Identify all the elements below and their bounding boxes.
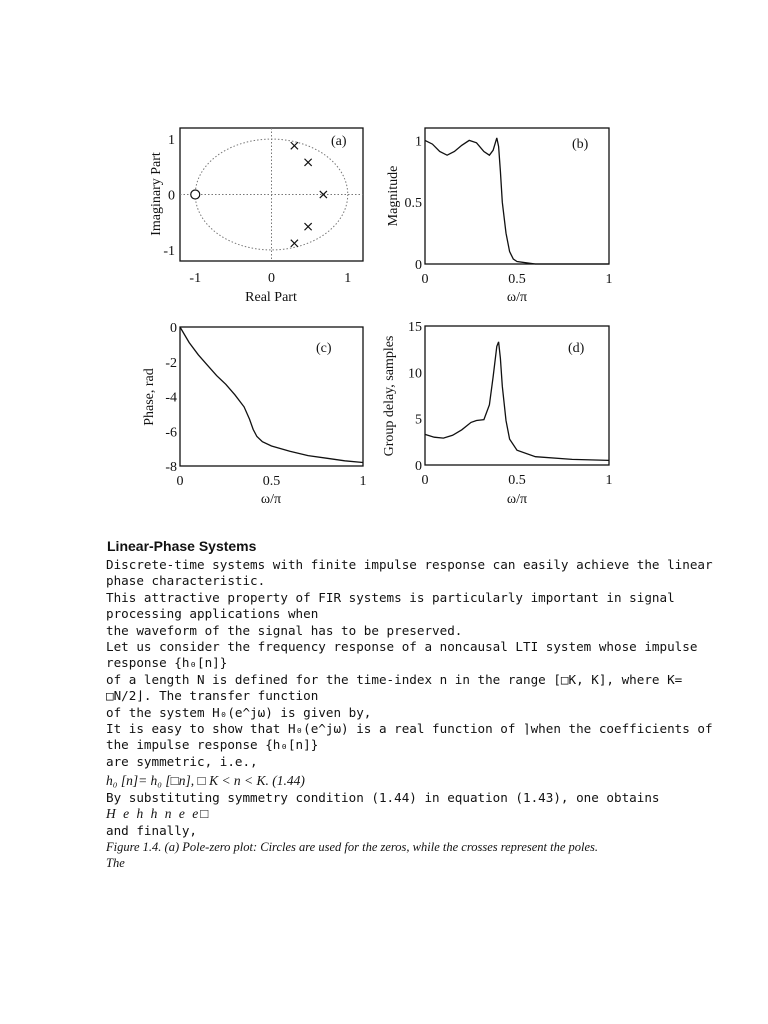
text-line: response {h₀[n]} [106,655,228,671]
y-tick-label: 1 [168,133,175,149]
panel-a-label: (a) [331,134,347,149]
body-text [106,557,713,871]
panel-a-y-axis-label: Imaginary Part [149,152,164,236]
text-line: are symmetric, i.e., [106,753,258,769]
panel-c-label: (c) [316,341,332,356]
zero-marker [191,190,200,199]
panel-b-x-axis-label: ω/π [506,290,528,305]
y-tick-label: 0 [415,459,422,474]
x-tick-label: 1 [605,473,613,488]
section-heading: Linear-Phase Systems [107,538,257,554]
panel-c-phase-plot [142,327,363,507]
x-tick-label: 1 [359,474,367,489]
y-tick-label: 1 [415,134,422,150]
y-tick-label: 15 [408,320,422,335]
y-tick-label: -1 [163,243,175,259]
text-line: and finally, [106,822,197,838]
x-tick-label: -1 [189,271,202,286]
x-tick-label: 0.5 [262,474,281,489]
panel-b-y-axis-label: Magnitude [386,165,401,227]
panel-c-phase-curve [180,327,363,463]
pole-marker [291,240,298,247]
text-line: It is easy to show that H₀(e^jω) is a real function of ⌉when the coefficients of [106,721,713,737]
x-tick-label: 0 [268,271,275,286]
x-tick-label: 1 [605,272,613,287]
text-line: of the system H₀(e^jω) is given by, [106,704,372,720]
panel-b-magnitude-curve [425,138,609,264]
y-tick-label: 0 [168,188,175,204]
text-line: By substituting symmetry condition (1.44) in equation (1.43), one obtains [106,789,660,805]
y-tick-label: 0 [170,321,177,336]
equation-1-44: h₀ [n]= h₀ [□n], □ K < n < K. (1.44) [106,773,305,789]
x-tick-label: 0.5 [508,473,526,488]
y-tick-label: 5 [415,412,422,428]
y-tick-label: -6 [165,425,177,441]
x-tick-label: 0 [176,474,184,489]
panel-d-label: (d) [568,341,585,356]
panel-b-magnitude-plot [386,128,609,305]
text-line: of a length N is defined for the time-index n in the range [□K, K], where K= [106,671,683,687]
equation-fragment: H e h h n e e□ [106,806,211,822]
text-line: phase characteristic. [106,573,266,589]
text-line: This attractive property of FIR systems is particularly important in signal [106,589,675,605]
x-tick-label: 0 [421,473,429,488]
x-tick-label: 0.5 [508,272,526,287]
figure-caption-line: Figure 1.4. (a) Pole-zero plot: Circles are used for the zeros, while the crosses represent the poles. [106,839,599,854]
y-tick-label: 0.5 [404,196,422,212]
text-line: Let us consider the frequency response of a noncausal LTI system whose impulse [106,639,698,655]
figure-caption-line: The [106,855,125,870]
y-tick-label: -4 [165,390,177,406]
panel-d-x-axis-label: ω/π [506,492,528,507]
panel-d-group-delay-curve [425,342,609,461]
text-line: processing applications when [106,606,319,622]
panel-c-frame [180,327,363,466]
y-tick-label: -8 [165,460,177,475]
panel-a-x-axis-label: Real Part [245,290,297,305]
y-tick-label: -2 [165,355,177,371]
text-line: the impulse response {h₀[n]} [106,737,319,753]
text-line: □N/2⌋. The transfer function [106,688,319,704]
text-line: Discrete-time systems with finite impulse response can easily achieve the linear [106,557,713,572]
x-tick-label: 0 [421,272,429,287]
panel-c-x-axis-label: ω/π [260,492,282,507]
panel-a-pole-zero-plot [149,128,363,305]
panel-d-y-axis-label: Group delay, samples [382,335,397,457]
pole-marker [305,159,312,166]
panel-c-y-axis-label: Phase, rad [142,368,157,426]
text-line: the waveform of the signal has to be preserved. [106,622,463,638]
pole-marker [291,142,298,149]
panel-b-label: (b) [572,137,589,152]
pole-marker [305,223,312,230]
y-tick-label: 10 [408,366,422,382]
x-tick-label: 1 [344,271,352,286]
y-tick-label: 0 [415,258,422,273]
